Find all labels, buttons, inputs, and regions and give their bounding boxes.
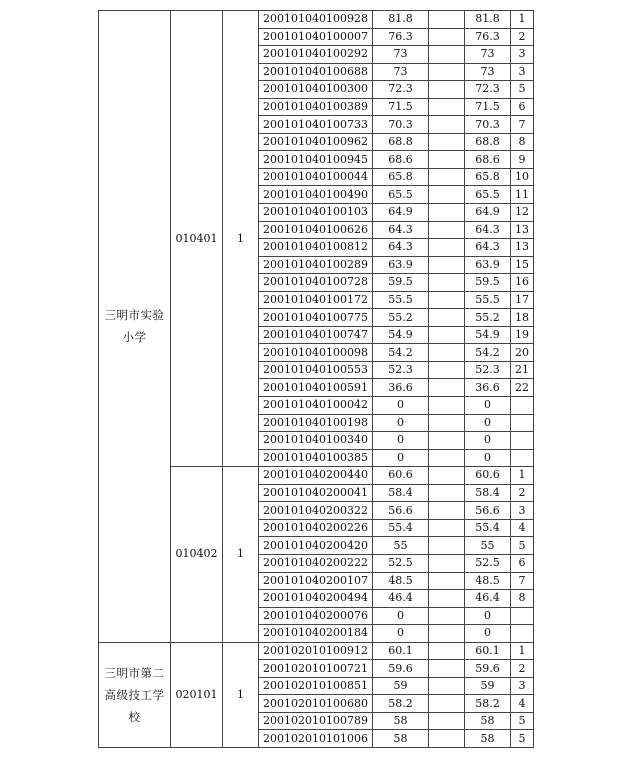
total-score-cell: 70.3 (465, 116, 511, 134)
written-score-cell: 0 (373, 625, 429, 643)
written-score-cell: 65.8 (373, 168, 429, 186)
rank-cell: 7 (511, 572, 534, 590)
bonus-score-cell (429, 204, 465, 222)
written-score-cell: 0 (373, 607, 429, 625)
bonus-score-cell (429, 46, 465, 64)
exam-id-cell: 200101040100747 (259, 326, 373, 344)
exam-id-cell: 200101040200420 (259, 537, 373, 555)
exam-id-cell: 200102010100851 (259, 677, 373, 695)
rank-cell: 12 (511, 204, 534, 222)
written-score-cell: 54.9 (373, 326, 429, 344)
exam-id-cell: 200102010100789 (259, 712, 373, 730)
total-score-cell: 65.5 (465, 186, 511, 204)
rank-cell: 18 (511, 309, 534, 327)
written-score-cell: 54.2 (373, 344, 429, 362)
bonus-score-cell (429, 572, 465, 590)
written-score-cell: 70.3 (373, 116, 429, 134)
bonus-score-cell (429, 63, 465, 81)
bonus-score-cell (429, 274, 465, 292)
exam-id-cell: 200101040200107 (259, 572, 373, 590)
exam-id-cell: 200101040100385 (259, 449, 373, 467)
rank-cell: 7 (511, 116, 534, 134)
rank-cell: 10 (511, 168, 534, 186)
bonus-score-cell (429, 291, 465, 309)
position-code-cell: 020101 (171, 642, 223, 747)
rank-cell: 3 (511, 502, 534, 520)
exam-id-cell: 200101040100945 (259, 151, 373, 169)
total-score-cell: 73 (465, 63, 511, 81)
rank-cell: 5 (511, 730, 534, 748)
quota-cell: 1 (223, 467, 259, 642)
written-score-cell: 76.3 (373, 28, 429, 46)
rank-cell: 2 (511, 28, 534, 46)
quota-cell: 1 (223, 642, 259, 747)
rank-cell: 13 (511, 221, 534, 239)
quota-cell: 1 (223, 11, 259, 467)
exam-id-cell: 200101040100198 (259, 414, 373, 432)
exam-id-cell: 200101040100103 (259, 204, 373, 222)
rank-cell: 9 (511, 151, 534, 169)
bonus-score-cell (429, 449, 465, 467)
bonus-score-cell (429, 309, 465, 327)
rank-cell: 13 (511, 239, 534, 257)
total-score-cell: 0 (465, 432, 511, 450)
written-score-cell: 55.5 (373, 291, 429, 309)
bonus-score-cell (429, 519, 465, 537)
exam-id-cell: 200101040100591 (259, 379, 373, 397)
rank-cell: 3 (511, 46, 534, 64)
bonus-score-cell (429, 221, 465, 239)
exam-id-cell: 200101040200226 (259, 519, 373, 537)
written-score-cell: 64.3 (373, 221, 429, 239)
rank-cell: 3 (511, 677, 534, 695)
total-score-cell: 59.5 (465, 274, 511, 292)
bonus-score-cell (429, 361, 465, 379)
bonus-score-cell (429, 484, 465, 502)
rank-cell: 11 (511, 186, 534, 204)
exam-id-cell: 200101040100775 (259, 309, 373, 327)
written-score-cell: 55.2 (373, 309, 429, 327)
written-score-cell: 59 (373, 677, 429, 695)
total-score-cell: 68.8 (465, 133, 511, 151)
bonus-score-cell (429, 590, 465, 608)
written-score-cell: 60.1 (373, 642, 429, 660)
total-score-cell: 81.8 (465, 11, 511, 29)
written-score-cell: 56.6 (373, 502, 429, 520)
total-score-cell: 64.3 (465, 239, 511, 257)
table-row (99, 642, 534, 660)
rank-cell: 16 (511, 274, 534, 292)
rank-cell: 19 (511, 326, 534, 344)
written-score-cell: 48.5 (373, 572, 429, 590)
exam-id-cell: 200102010100721 (259, 660, 373, 678)
written-score-cell: 72.3 (373, 81, 429, 99)
bonus-score-cell (429, 625, 465, 643)
rank-cell: 5 (511, 537, 534, 555)
bonus-score-cell (429, 186, 465, 204)
rank-cell: 3 (511, 63, 534, 81)
total-score-cell: 58 (465, 730, 511, 748)
written-score-cell: 55 (373, 537, 429, 555)
rank-cell: 8 (511, 590, 534, 608)
rank-cell: 2 (511, 484, 534, 502)
bonus-score-cell (429, 133, 465, 151)
exam-id-cell: 200101040100172 (259, 291, 373, 309)
rank-cell: 20 (511, 344, 534, 362)
bonus-score-cell (429, 397, 465, 415)
exam-id-cell: 200101040200322 (259, 502, 373, 520)
total-score-cell: 64.3 (465, 221, 511, 239)
bonus-score-cell (429, 730, 465, 748)
rank-cell: 8 (511, 133, 534, 151)
total-score-cell: 68.6 (465, 151, 511, 169)
written-score-cell: 36.6 (373, 379, 429, 397)
bonus-score-cell (429, 11, 465, 29)
rank-cell: 1 (511, 467, 534, 485)
rank-cell: 5 (511, 712, 534, 730)
written-score-cell: 55.4 (373, 519, 429, 537)
total-score-cell: 58 (465, 712, 511, 730)
exam-id-cell: 200101040100928 (259, 11, 373, 29)
total-score-cell: 60.6 (465, 467, 511, 485)
written-score-cell: 58 (373, 712, 429, 730)
written-score-cell: 59.5 (373, 274, 429, 292)
total-score-cell: 0 (465, 607, 511, 625)
written-score-cell: 64.3 (373, 239, 429, 257)
bonus-score-cell (429, 537, 465, 555)
written-score-cell: 59.6 (373, 660, 429, 678)
exam-id-cell: 200101040100007 (259, 28, 373, 46)
total-score-cell: 0 (465, 414, 511, 432)
exam-id-cell: 200101040100300 (259, 81, 373, 99)
position-code-cell: 010402 (171, 467, 223, 642)
rank-cell (511, 625, 534, 643)
position-code-cell: 010401 (171, 11, 223, 467)
bonus-score-cell (429, 712, 465, 730)
rank-cell: 1 (511, 642, 534, 660)
total-score-cell: 64.9 (465, 204, 511, 222)
exam-id-cell: 200101040200184 (259, 625, 373, 643)
written-score-cell: 0 (373, 414, 429, 432)
exam-id-cell: 200101040200222 (259, 554, 373, 572)
bonus-score-cell (429, 642, 465, 660)
bonus-score-cell (429, 432, 465, 450)
exam-id-cell: 200101040100389 (259, 98, 373, 116)
total-score-cell: 55.5 (465, 291, 511, 309)
exam-id-cell: 200101040100340 (259, 432, 373, 450)
rank-cell: 6 (511, 98, 534, 116)
total-score-cell: 59.6 (465, 660, 511, 678)
total-score-cell: 55.2 (465, 309, 511, 327)
bonus-score-cell (429, 554, 465, 572)
bonus-score-cell (429, 379, 465, 397)
written-score-cell: 58 (373, 730, 429, 748)
total-score-cell: 60.1 (465, 642, 511, 660)
bonus-score-cell (429, 660, 465, 678)
exam-id-cell: 200101040100292 (259, 46, 373, 64)
written-score-cell: 58.4 (373, 484, 429, 502)
written-score-cell: 73 (373, 63, 429, 81)
total-score-cell: 52.5 (465, 554, 511, 572)
total-score-cell: 0 (465, 625, 511, 643)
bonus-score-cell (429, 695, 465, 713)
exam-id-cell: 200101040100688 (259, 63, 373, 81)
total-score-cell: 36.6 (465, 379, 511, 397)
exam-id-cell: 200101040100490 (259, 186, 373, 204)
rank-cell: 21 (511, 361, 534, 379)
exam-id-cell: 200102010101006 (259, 730, 373, 748)
total-score-cell: 0 (465, 397, 511, 415)
rank-cell: 1 (511, 11, 534, 29)
bonus-score-cell (429, 239, 465, 257)
bonus-score-cell (429, 344, 465, 362)
school-name-cell: 三明市实验小学 (99, 11, 171, 643)
bonus-score-cell (429, 98, 465, 116)
score-table-body (99, 11, 534, 748)
written-score-cell: 64.9 (373, 204, 429, 222)
written-score-cell: 65.5 (373, 186, 429, 204)
total-score-cell: 54.9 (465, 326, 511, 344)
bonus-score-cell (429, 677, 465, 695)
bonus-score-cell (429, 151, 465, 169)
rank-cell (511, 449, 534, 467)
written-score-cell: 68.6 (373, 151, 429, 169)
bonus-score-cell (429, 502, 465, 520)
written-score-cell: 60.6 (373, 467, 429, 485)
bonus-score-cell (429, 168, 465, 186)
rank-cell: 6 (511, 554, 534, 572)
total-score-cell: 72.3 (465, 81, 511, 99)
written-score-cell: 46.4 (373, 590, 429, 608)
rank-cell (511, 397, 534, 415)
total-score-cell: 58.2 (465, 695, 511, 713)
exam-id-cell: 200101040200494 (259, 590, 373, 608)
total-score-cell: 73 (465, 46, 511, 64)
exam-id-cell: 200101040100733 (259, 116, 373, 134)
rank-cell: 22 (511, 379, 534, 397)
exam-id-cell: 200101040100728 (259, 274, 373, 292)
written-score-cell: 58.2 (373, 695, 429, 713)
bonus-score-cell (429, 116, 465, 134)
total-score-cell: 48.5 (465, 572, 511, 590)
written-score-cell: 52.3 (373, 361, 429, 379)
score-table (98, 10, 534, 748)
rank-cell: 17 (511, 291, 534, 309)
total-score-cell: 71.5 (465, 98, 511, 116)
written-score-cell: 81.8 (373, 11, 429, 29)
exam-id-cell: 200102010100680 (259, 695, 373, 713)
total-score-cell: 56.6 (465, 502, 511, 520)
exam-id-cell: 200101040100812 (259, 239, 373, 257)
total-score-cell: 0 (465, 449, 511, 467)
total-score-cell: 76.3 (465, 28, 511, 46)
bonus-score-cell (429, 326, 465, 344)
rank-cell: 2 (511, 660, 534, 678)
bonus-score-cell (429, 81, 465, 99)
exam-id-cell: 200101040200041 (259, 484, 373, 502)
written-score-cell: 52.5 (373, 554, 429, 572)
rank-cell: 4 (511, 695, 534, 713)
exam-id-cell: 200101040200076 (259, 607, 373, 625)
exam-id-cell: 200101040100042 (259, 397, 373, 415)
rank-cell (511, 432, 534, 450)
rank-cell (511, 607, 534, 625)
written-score-cell: 0 (373, 449, 429, 467)
rank-cell: 4 (511, 519, 534, 537)
exam-id-cell: 200101040100553 (259, 361, 373, 379)
exam-id-cell: 200101040100044 (259, 168, 373, 186)
total-score-cell: 46.4 (465, 590, 511, 608)
bonus-score-cell (429, 467, 465, 485)
total-score-cell: 54.2 (465, 344, 511, 362)
bonus-score-cell (429, 28, 465, 46)
written-score-cell: 0 (373, 432, 429, 450)
exam-id-cell: 200101040100098 (259, 344, 373, 362)
bonus-score-cell (429, 607, 465, 625)
written-score-cell: 63.9 (373, 256, 429, 274)
exam-id-cell: 200101040200440 (259, 467, 373, 485)
total-score-cell: 58.4 (465, 484, 511, 502)
total-score-cell: 55 (465, 537, 511, 555)
total-score-cell: 65.8 (465, 168, 511, 186)
written-score-cell: 0 (373, 397, 429, 415)
written-score-cell: 71.5 (373, 98, 429, 116)
total-score-cell: 63.9 (465, 256, 511, 274)
exam-id-cell: 200101040100626 (259, 221, 373, 239)
exam-id-cell: 200101040100289 (259, 256, 373, 274)
rank-cell: 5 (511, 81, 534, 99)
total-score-cell: 52.3 (465, 361, 511, 379)
rank-cell (511, 414, 534, 432)
written-score-cell: 68.8 (373, 133, 429, 151)
rank-cell: 15 (511, 256, 534, 274)
exam-id-cell: 200102010100912 (259, 642, 373, 660)
bonus-score-cell (429, 256, 465, 274)
total-score-cell: 59 (465, 677, 511, 695)
school-name-cell: 三明市第二高级技工学校 (99, 642, 171, 747)
table-row (99, 11, 534, 29)
exam-id-cell: 200101040100962 (259, 133, 373, 151)
written-score-cell: 73 (373, 46, 429, 64)
total-score-cell: 55.4 (465, 519, 511, 537)
bonus-score-cell (429, 414, 465, 432)
